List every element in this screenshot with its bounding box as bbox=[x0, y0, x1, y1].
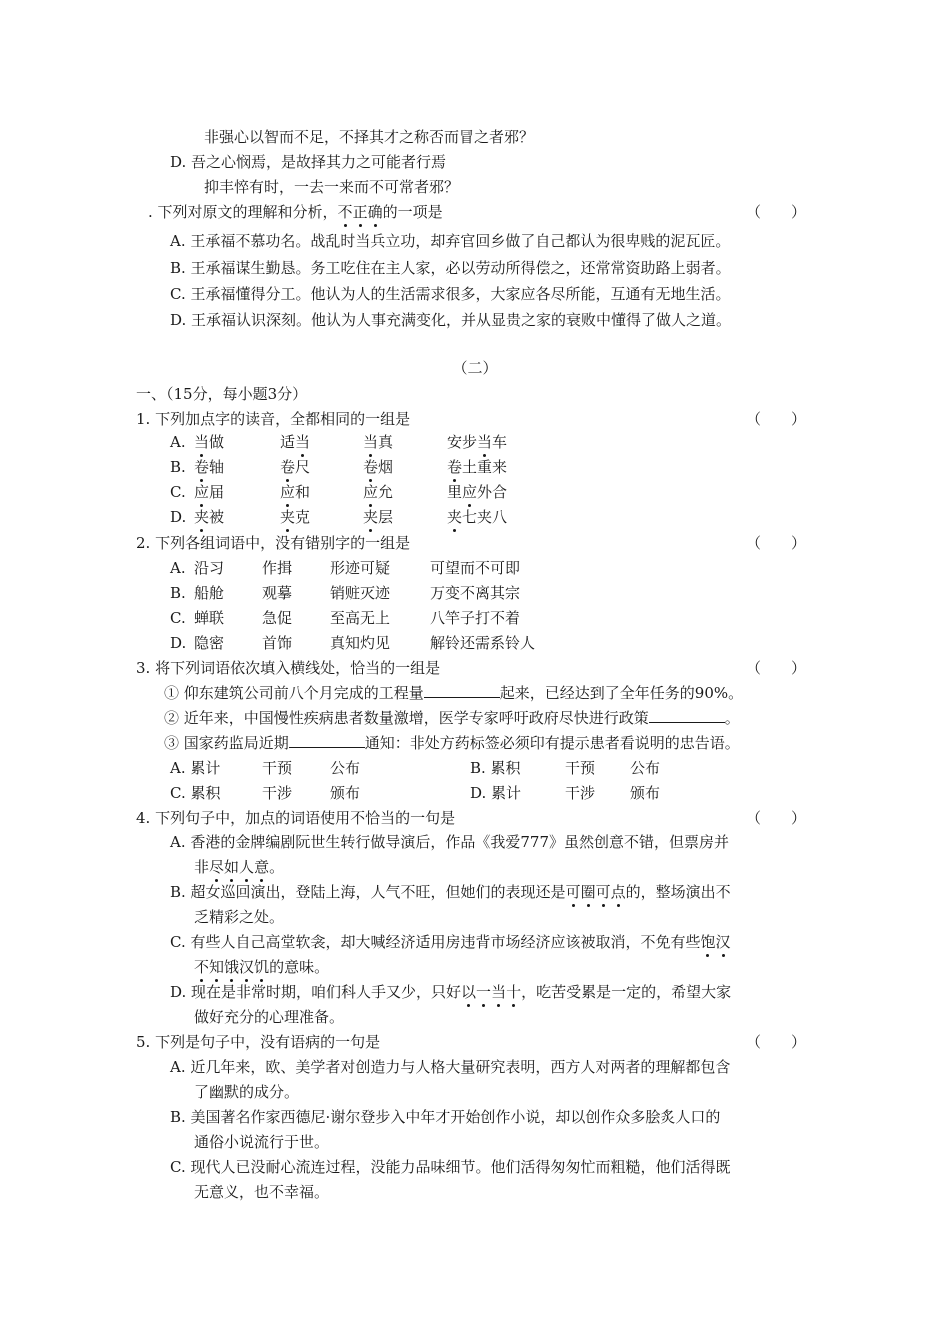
q1-b-w2: 卷尺 bbox=[280, 458, 311, 476]
q3-opt-b-1: B. 累积 bbox=[470, 759, 521, 777]
q1-c-w2: 应和 bbox=[280, 483, 311, 501]
fill-blank-3[interactable] bbox=[289, 733, 365, 748]
q5-b-line2: 通俗小说流行于世。 bbox=[194, 1133, 330, 1151]
q1-a-w2: 适当 bbox=[280, 433, 311, 451]
option-d: D. 王承福认识深刻。他认为人事充满变化，并从显贵之家的衰败中懂得了做人之道。 bbox=[170, 311, 732, 329]
q2-c-w1: 蝉联 bbox=[194, 609, 225, 627]
q2-b-label: B. bbox=[170, 584, 186, 602]
q2-b-w3: 销赃灭迹 bbox=[330, 584, 391, 602]
q5-c-line2: 无意义，也不幸福。 bbox=[194, 1183, 330, 1201]
q2-paren: （ ） bbox=[746, 534, 807, 552]
q3-opt-d-1: D. 累计 bbox=[470, 784, 522, 802]
q4-d-line2: 做好充分的心理准备。 bbox=[194, 1008, 345, 1026]
q3-paren: （ ） bbox=[746, 659, 807, 677]
q2-b-w4: 万变不离其宗 bbox=[430, 584, 521, 602]
q1-b-w4: 卷土重来 bbox=[447, 458, 508, 476]
q1-d-label: D. bbox=[170, 508, 187, 526]
q3-opt-b-3: 公布 bbox=[630, 759, 661, 777]
q4-c-line1: C. 有些人自己高堂软衾，却大喊经济适用房违背市场经济应该被取消，不免有些饱汉 bbox=[170, 933, 731, 951]
q3-opt-a-1: A. 累计 bbox=[170, 759, 221, 777]
q1-d-w1: 夹被 bbox=[194, 508, 225, 526]
q1-c-w1: 应届 bbox=[194, 483, 225, 501]
q3-opt-d-3: 颁布 bbox=[630, 784, 661, 802]
question-understanding-stem: . 下列对原文的理解和分析，不正确的一项是 bbox=[148, 203, 443, 221]
option-b: B. 王承福谋生勤恳。务工吃住在主人家，必以劳动所得偿之，还常常资助路上弱者。 bbox=[170, 259, 731, 277]
q2-c-label: C. bbox=[170, 609, 186, 627]
q1-b-w3: 卷烟 bbox=[363, 458, 394, 476]
answer-paren: （ ） bbox=[746, 203, 807, 221]
q2-c-w3: 至高无上 bbox=[330, 609, 391, 627]
q4-stem: 4. 下列句子中，加点的词语使用不恰当的一句是 bbox=[136, 809, 456, 827]
q3-opt-c-2: 干涉 bbox=[262, 784, 293, 802]
q1-paren: （ ） bbox=[746, 410, 807, 428]
q3-sentence-2: ② 近年来，中国慢性疾病患者数量激增，医学专家呼吁政府尽快进行政策 。 bbox=[164, 709, 740, 727]
q1-a-w4: 安步当车 bbox=[447, 433, 508, 451]
q2-a-w4: 可望而不可即 bbox=[430, 559, 521, 577]
q3-stem: 3. 将下列词语依次填入横线处，恰当的一组是 bbox=[136, 659, 441, 677]
q1-stem: 1. 下列加点字的读音，全都相同的一组是 bbox=[136, 410, 411, 428]
option-c: C. 王承福懂得分工。他认为人的生活需求很多，大家应各尽所能，互通有无地生活。 bbox=[170, 285, 731, 303]
q2-a-w3: 形迹可疑 bbox=[330, 559, 391, 577]
q2-c-w4: 八竿子打不着 bbox=[430, 609, 521, 627]
q3-opt-a-2: 干预 bbox=[262, 759, 293, 777]
q2-d-w3: 真知灼见 bbox=[330, 634, 391, 652]
q1-c-w4: 里应外合 bbox=[447, 483, 508, 501]
q2-a-w1: 沿习 bbox=[194, 559, 225, 577]
q1-b-w1: 卷轴 bbox=[194, 458, 225, 476]
q1-c-w3: 应允 bbox=[363, 483, 394, 501]
q4-a-line2: 非尽如人意。 bbox=[194, 858, 285, 876]
q2-d-w4: 解铃还需系铃人 bbox=[430, 634, 536, 652]
q2-b-w2: 观摹 bbox=[262, 584, 293, 602]
q5-a-line1: A. 近几年来，欧、美学者对创造力与人格大量研究表明，西方人对两者的理解都包含 bbox=[170, 1058, 731, 1076]
q2-a-label: A. bbox=[170, 559, 186, 577]
q1-d-w3: 夹层 bbox=[363, 508, 394, 526]
q3-opt-b-2: 干预 bbox=[565, 759, 596, 777]
q5-a-line2: 了幽默的成分。 bbox=[194, 1083, 300, 1101]
q3-sentence-3: ③ 国家药监局近期 通知：非处方药标签必须印有提示患者看说明的忠告语。 bbox=[164, 734, 740, 752]
fill-blank-1[interactable] bbox=[424, 683, 500, 698]
q1-a-w1: 当做 bbox=[194, 433, 225, 451]
q4-paren: （ ） bbox=[746, 809, 807, 827]
q3-opt-c-1: C. 累积 bbox=[170, 784, 221, 802]
q1-d-w2: 夹克 bbox=[280, 508, 311, 526]
q1-c-label: C. bbox=[170, 483, 186, 501]
q4-a-line1: A. 香港的金牌编剧阮世生转行做导演后，作品《我爱777》虽然创意不错，但票房并 bbox=[170, 833, 730, 851]
q2-c-w2: 急促 bbox=[262, 609, 293, 627]
q1-a-w3: 当真 bbox=[363, 433, 394, 451]
q2-stem: 2. 下列各组词语中，没有错别字的一组是 bbox=[136, 534, 411, 552]
q2-d-label: D. bbox=[170, 634, 187, 652]
q2-b-w1: 船舱 bbox=[194, 584, 225, 602]
q1-d-w4: 夹七夹八 bbox=[447, 508, 508, 526]
q2-a-w2: 作揖 bbox=[262, 559, 293, 577]
q5-stem: 5. 下列是句子中，没有语病的一句是 bbox=[136, 1033, 381, 1051]
section-title: （二） bbox=[452, 359, 498, 377]
prev-line-1: 非强心以智而不足，不择其才之称否而冒之者邪？ bbox=[204, 128, 535, 146]
q5-paren: （ ） bbox=[746, 1033, 807, 1051]
q3-opt-a-3: 公布 bbox=[330, 759, 361, 777]
prev-option-d: D. 吾之心悯焉，是故择其力之可能者行焉 bbox=[170, 153, 447, 171]
q4-b-line1: B. 超女巡回演出，登陆上海，人气不旺，但她们的表现还是可圈可点的，整场演出不 bbox=[170, 883, 731, 901]
q2-d-w2: 首饰 bbox=[262, 634, 293, 652]
fill-blank-2[interactable] bbox=[649, 708, 725, 723]
q1-b-label: B. bbox=[170, 458, 186, 476]
q3-sentence-1: ① 仰东建筑公司前八个月完成的工程量 起来，已经达到了全年任务的90%。 bbox=[164, 684, 744, 702]
q4-b-line2: 乏精彩之处。 bbox=[194, 908, 285, 926]
q4-d-line1: D. 现在是非常时期，咱们科人手又少，只好以一当十，吃苦受累是一定的，希望大家 bbox=[170, 983, 732, 1001]
q3-opt-c-3: 颁布 bbox=[330, 784, 361, 802]
q4-c-line2: 不知饿汉饥的意味。 bbox=[194, 958, 330, 976]
part-heading: 一、（15分，每小题3分） bbox=[136, 385, 308, 403]
q3-opt-d-2: 干涉 bbox=[565, 784, 596, 802]
prev-line-3: 抑丰悴有时，一去一来而不可常者邪？ bbox=[204, 178, 460, 196]
q1-a-label: A. bbox=[170, 433, 186, 451]
q5-b-line1: B. 美国著名作家西德尼·谢尔登步入中年才开始创作小说，却以创作众多脍炙人口的 bbox=[170, 1108, 721, 1126]
option-a: A. 王承福不慕功名。战乱时当兵立功，却弃官回乡做了自己都认为很卑贱的泥瓦匠。 bbox=[170, 232, 731, 250]
q2-d-w1: 隐密 bbox=[194, 634, 225, 652]
q5-c-line1: C. 现代人已没耐心流连过程，没能力品味细节。他们活得匆匆忙而粗糙，他们活得既 bbox=[170, 1158, 731, 1176]
